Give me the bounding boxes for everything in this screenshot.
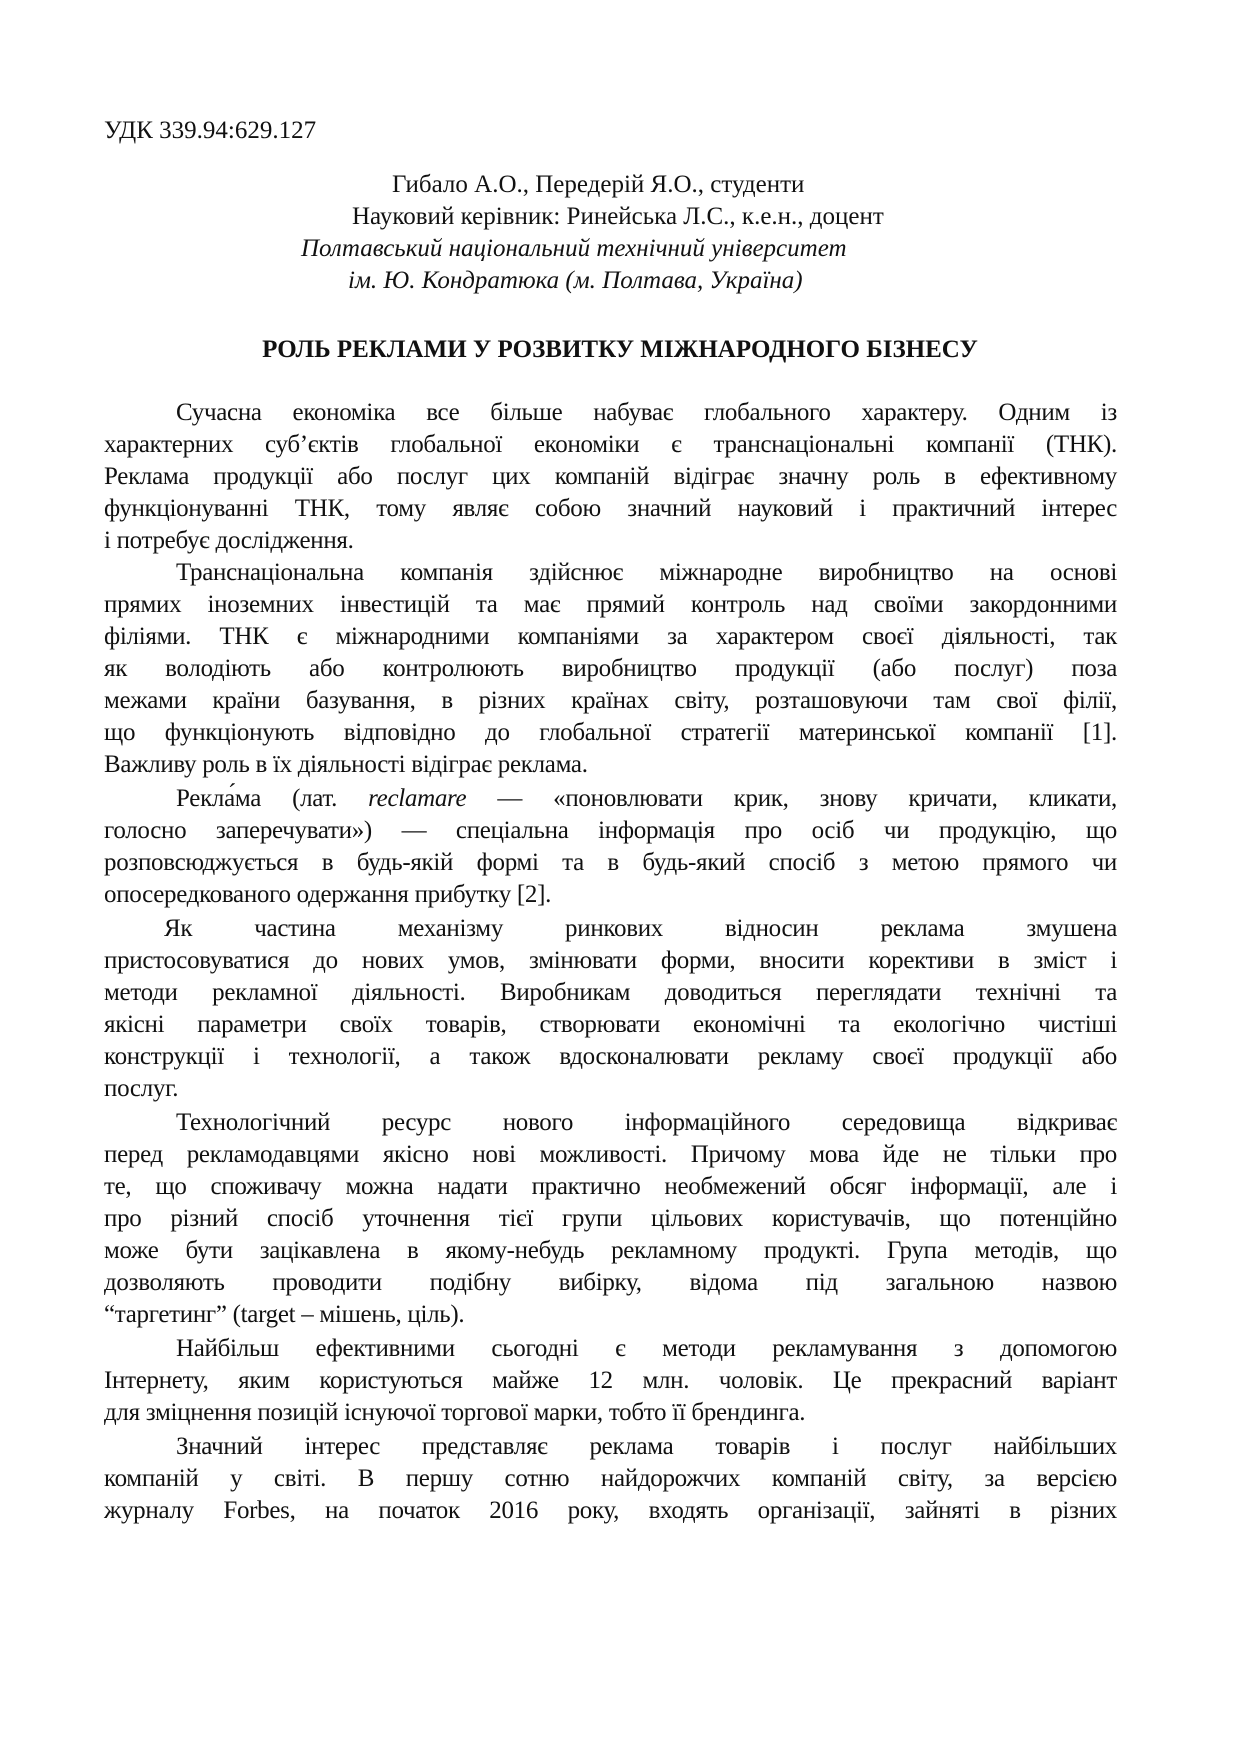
text-line: Найбільш ефективними сьогодні є методи рекламування з допомогою [176, 1335, 1117, 1362]
text-line: філіями. ТНК є міжнародними компаніями за характером своєї діяльності, так [104, 623, 1117, 650]
text-line: функціонуванні ТНК, тому являє собою значний науковий і практичний інтерес [104, 495, 1117, 522]
text-line: якісні параметри своїх товарів, створювати економічні та екологічно чистіші [104, 1011, 1117, 1038]
text-line: для зміцнення позицій існуючої торгової марки, тобто її брендинга. [104, 1399, 806, 1426]
udk-code: УДК 339.94:629.127 [104, 117, 317, 144]
text-line: Реклама продукції або послуг цих компаній відіграє значну роль в ефективному [104, 463, 1117, 490]
text-line: пристосовуватися до нових умов, змінювати форми, вносити корективи в зміст і [104, 947, 1117, 974]
authors-line: Гибало А.О., Передерій Я.О., студенти [392, 171, 805, 198]
text-line: Важливу роль в їх діяльності відіграє реклама. [104, 751, 588, 778]
text-line: конструкції і технології, а також вдосконалювати рекламу своєї продукції або [104, 1043, 1117, 1070]
text-span: — «поновлювати крик, знову кричати, кликати, [466, 785, 1117, 812]
text-line: і потребує дослідження. [104, 527, 354, 554]
affiliation-line-1: Полтавський національний технічний університет [301, 235, 847, 262]
text-line: розповсюджується в будь-якій формі та в будь-який спосіб з метою прямого чи [104, 849, 1117, 876]
text-line: Сучасна економіка все більше набуває глобального характеру. Одним із [176, 399, 1117, 426]
text-line: Інтернету, яким користуються майже 12 млн. чоловік. Це прекрасний варіант [104, 1367, 1117, 1394]
text-line: голосно заперечувати») — спеціальна інформація про осіб чи продукцію, що [104, 817, 1117, 844]
text-line: послуг. [104, 1075, 179, 1102]
text-line: перед рекламодавцями якісно нові можливості. Причому мова йде не тільки про [104, 1141, 1117, 1168]
affiliation-line-2: ім. Ю. Кондратюка (м. Полтава, Україна) [348, 267, 803, 294]
text-line: дозволяють проводити подібну вибірку, відома під загальною назвою [104, 1269, 1117, 1296]
text-line: Технологічний ресурс нового інформаційного середовища відкриває [176, 1109, 1117, 1136]
text-line [104, 784, 1117, 814]
text-span: Рекла́ма (лат. [176, 785, 369, 812]
text-line: журналу Forbes, на початок 2016 року, входять організації, зайняті в різних [104, 1497, 1117, 1524]
text-line: що функціонують відповідно до глобальної стратегії материнської компанії [1]. [104, 719, 1117, 746]
text-line: як володіють або контролюють виробництво продукції (або послуг) поза [104, 655, 1117, 682]
text-line: характерних суб’єктів глобальної економіки є транснаціональні компанії (ТНК). [104, 431, 1117, 458]
latin-term: reclamare [368, 785, 467, 812]
text-line: те, що споживачу можна надати практично необмежений обсяг інформації, але і [104, 1173, 1117, 1200]
text-line: компаній у світі. В першу сотню найдорожчих компаній світу, за версією [104, 1465, 1117, 1492]
text-line: прямих іноземних інвестицій та має прямий контроль над своїми закордонними [104, 591, 1117, 618]
text-line: може бути зацікавлена в якому-небудь рекламному продукті. Група методів, що [104, 1237, 1117, 1264]
text-line: про різний спосіб уточнення тієї групи цільових користувачів, що потенційно [104, 1205, 1117, 1232]
text-line: опосередкованого одержання прибутку [2]. [104, 881, 552, 908]
text-line: методи рекламної діяльності. Виробникам доводиться переглядати технічні та [104, 979, 1117, 1006]
text-line: Як частина механізму ринкових відносин реклама змушена [164, 915, 1117, 942]
text-line: “таргетинг” (target – мішень, ціль). [104, 1301, 465, 1328]
supervisor-line: Науковий керівник: Ринейська Л.С., к.е.н., доцент [352, 203, 884, 230]
text-line: межами країни базування, в різних країнах світу, розташовуючи там свої філії, [104, 687, 1117, 714]
paper-title: РОЛЬ РЕКЛАМИ У РОЗВИТКУ МІЖНАРОДНОГО БІЗНЕСУ [262, 336, 978, 363]
text-line: Значний інтерес представляє реклама товарів і послуг найбільших [176, 1433, 1117, 1460]
text-line: Транснаціональна компанія здійснює міжнародне виробництво на основі [176, 559, 1117, 586]
